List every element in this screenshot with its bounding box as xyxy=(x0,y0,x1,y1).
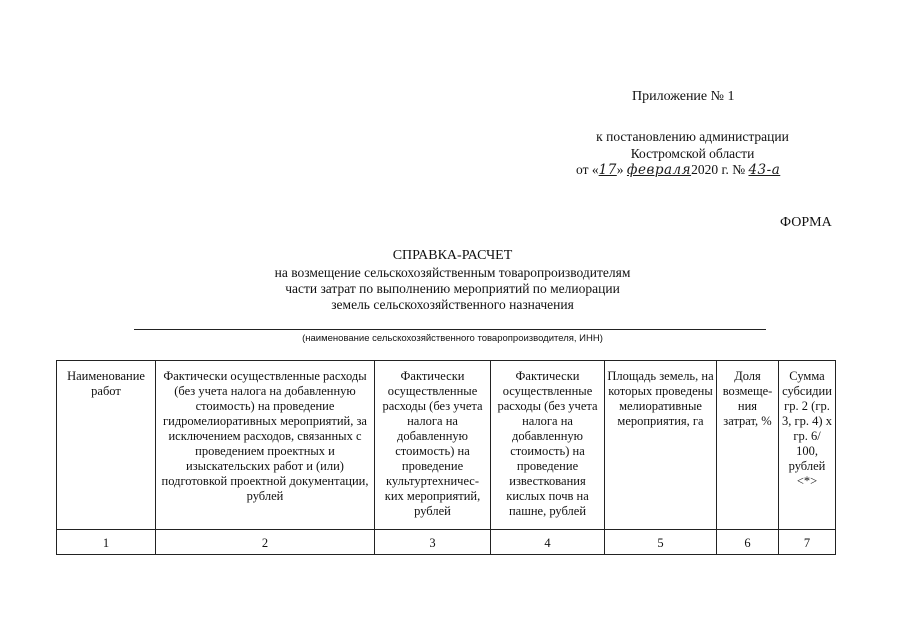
appendix-title: Приложение № 1 xyxy=(632,89,735,104)
header-cell-liming-costs: Фактически осуществленные расходы (без учета налога на добавленную стоимость) на проведение известкования кислых почв на пашне, рублей xyxy=(491,361,605,530)
resolution-reference xyxy=(560,128,825,162)
column-number: 6 xyxy=(717,530,779,555)
header-cell-hydro-costs: Фактически осуществленные расходы (без учета налога на добавленную стоимость) на проведение гидромелиоративных мероприятий, за исключением расходов, связанных с проведением проектных и изыскательских работ и (или) подготовкой проектной документации, рублей xyxy=(156,361,375,530)
date-year: 2020 г. № xyxy=(691,162,746,177)
resolution-line: Костромской области xyxy=(630,146,755,161)
table-header-row xyxy=(57,361,836,530)
table-number-row xyxy=(57,530,836,555)
subtitle-line: части затрат по выполнению мероприятий по мелиорации xyxy=(285,281,620,296)
calculation-table xyxy=(56,360,836,555)
header-cell-subsidy: Сумма субсидии гр. 2 (гр. 3, гр. 4) x гр. 6/ 100, рублей <*> xyxy=(779,361,836,530)
column-number: 7 xyxy=(779,530,836,555)
fill-in-caption: (наименование сельскохозяйственного товаропроизводителя, ИНН) xyxy=(302,333,603,344)
header-cell-share: Доля возмеще-ния затрат, % xyxy=(717,361,779,530)
header-cell-work-name: Наименование работ xyxy=(57,361,156,530)
form-label: ФОРМА xyxy=(780,215,832,230)
fill-in-line xyxy=(134,329,766,330)
column-number: 2 xyxy=(156,530,375,555)
column-number: 1 xyxy=(57,530,156,555)
resolution-date: от «17» февраля2020 г. № 43-а xyxy=(576,162,781,178)
column-number: 4 xyxy=(491,530,605,555)
handwritten-month: февраля xyxy=(626,162,692,178)
date-prefix: от xyxy=(576,162,589,177)
document-title: СПРАВКА-РАСЧЕТ xyxy=(392,248,513,263)
subtitle-line: земель сельскохозяйственного назначения xyxy=(331,297,574,312)
header-cell-area: Площадь земель, на которых проведены мелиоративные мероприятия, га xyxy=(605,361,717,530)
subtitle-line: на возмещение сельскохозяйственным товаропроизводителям xyxy=(274,265,631,280)
column-number: 5 xyxy=(605,530,717,555)
resolution-line: к постановлению администрации xyxy=(596,129,789,144)
handwritten-number: 43-а xyxy=(748,162,781,178)
handwritten-day: 17 xyxy=(598,162,617,178)
column-number: 3 xyxy=(375,530,491,555)
document-subtitle xyxy=(0,265,905,313)
header-cell-cultural-costs: Фактически осуществленные расходы (без учета налога на добавленную стоимость) на проведение культуртехничес-ких мероприятий, рублей xyxy=(375,361,491,530)
